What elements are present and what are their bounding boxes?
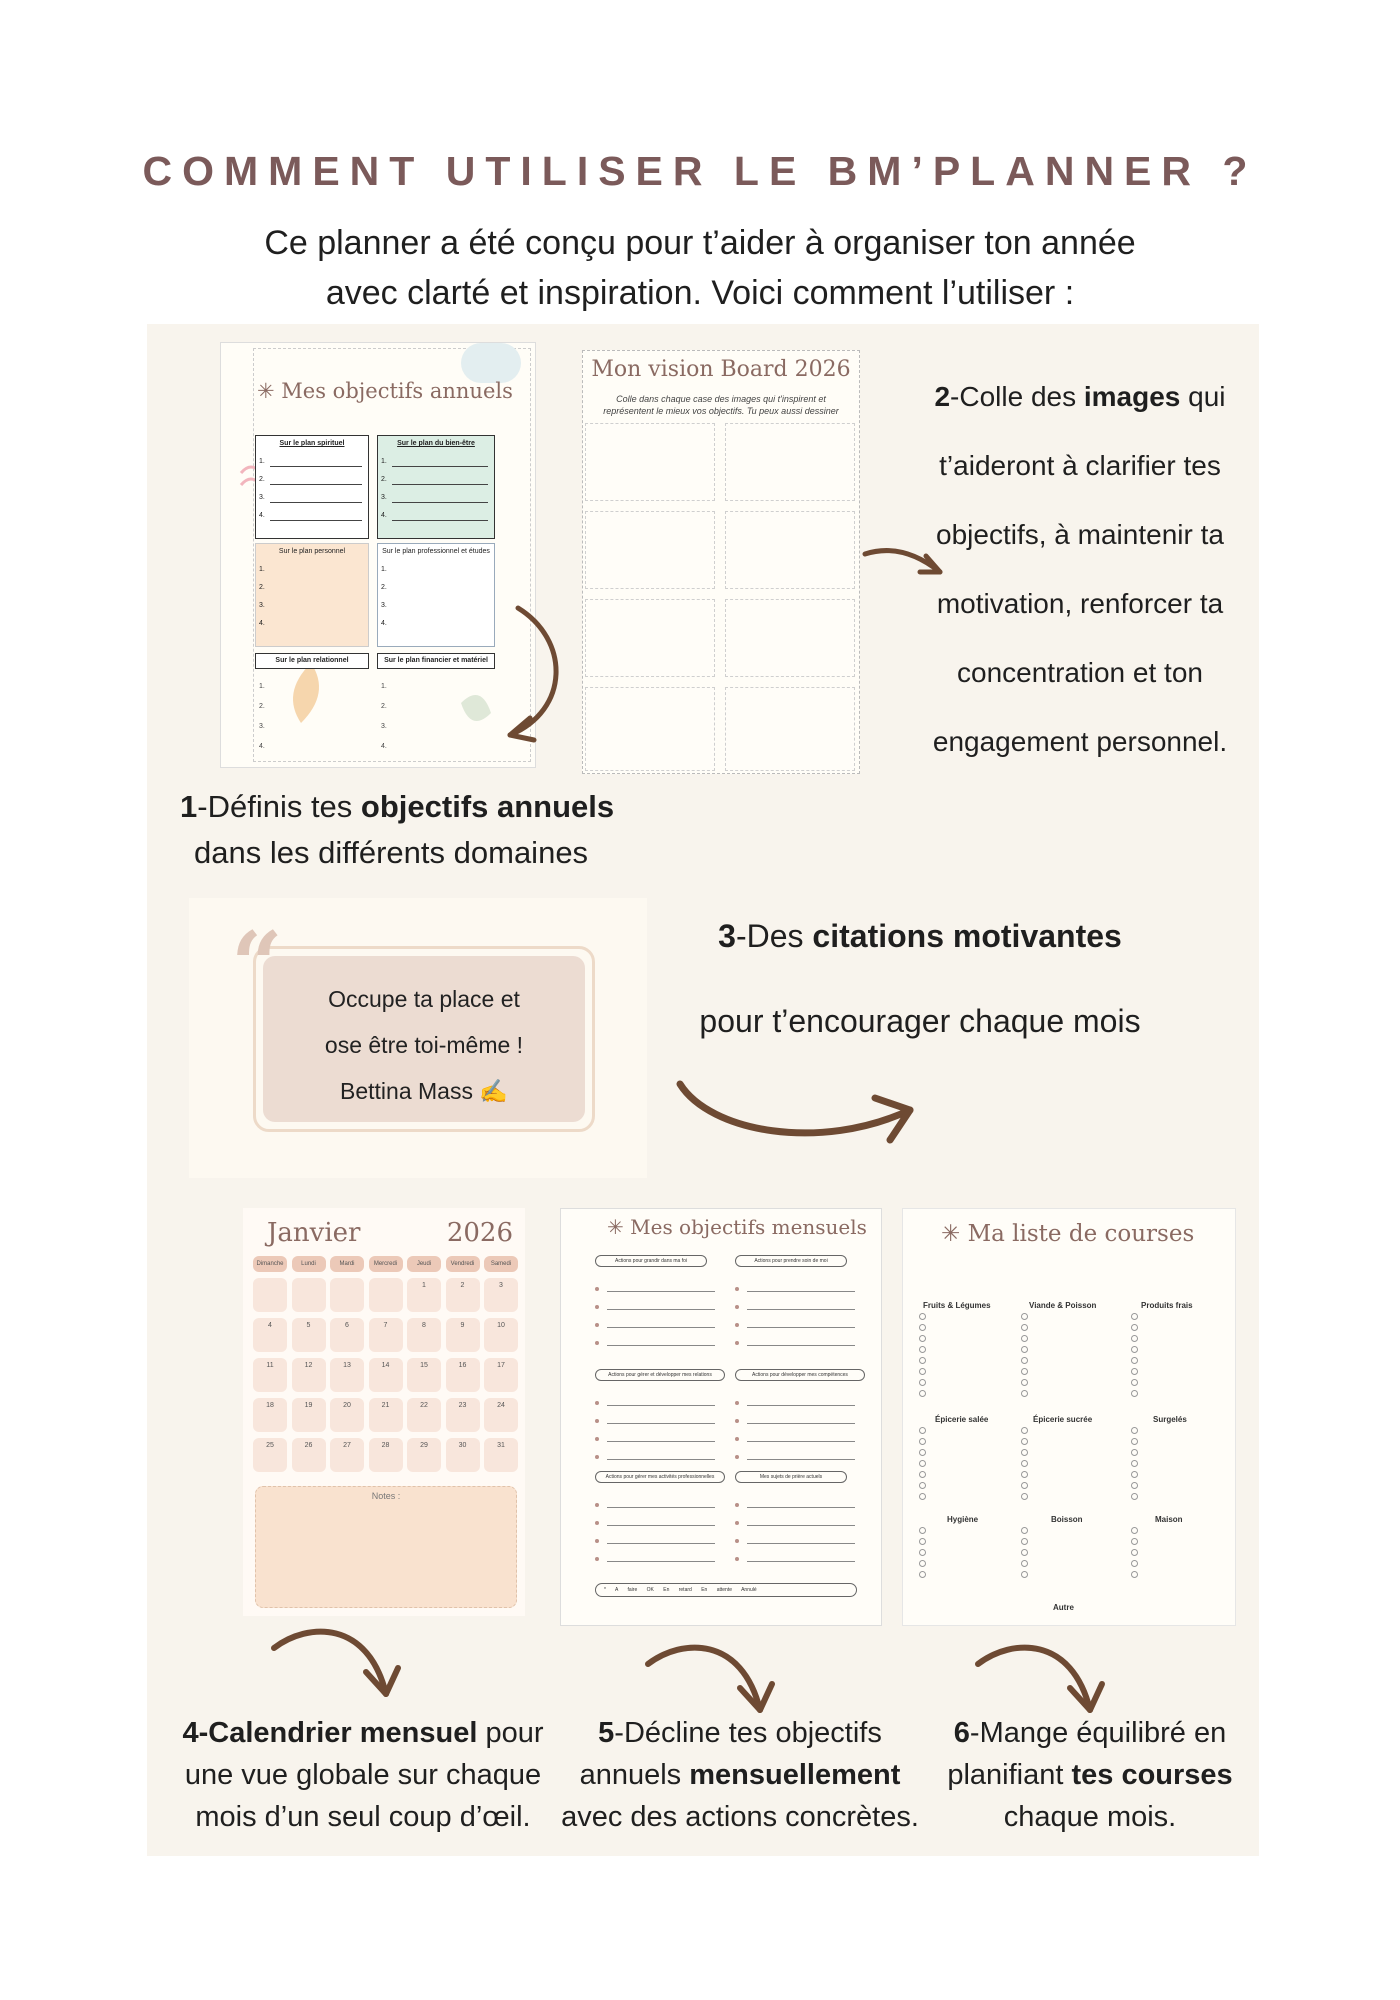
goal-bullet [595, 1287, 599, 1291]
calendar-day-cell: 17 [484, 1358, 518, 1392]
intro-text [0, 218, 1400, 318]
checkbox-circle [919, 1449, 926, 1456]
weekday-label: Mardi [330, 1256, 364, 1272]
step-1-number: 1 [180, 789, 198, 824]
num-2: 2. [259, 703, 265, 710]
goal-bullet [735, 1341, 739, 1345]
checkbox-circle [1131, 1538, 1138, 1545]
goal-line [747, 1543, 855, 1544]
checkbox-circle [1131, 1346, 1138, 1353]
num-3: 3. [259, 723, 265, 730]
goal-bullet [735, 1503, 739, 1507]
status-legend: * A faire OK En retard En attente Annulé [595, 1583, 857, 1597]
goal-pill: Actions pour développer mes compétences [735, 1369, 865, 1381]
weekday-label: Samedi [484, 1256, 518, 1272]
goal-pill: Actions pour gérer et développer mes relations [595, 1369, 725, 1381]
calendar-day-cell: 25 [253, 1438, 287, 1472]
step-5-line-1 [548, 1712, 932, 1754]
calendar-day-cell: 11 [253, 1358, 287, 1392]
checkbox-circle [1021, 1357, 1028, 1364]
curved-arrow-icon [860, 538, 950, 588]
step-3-pre: -Des [735, 918, 813, 954]
calendar-day-cell: 5 [292, 1318, 326, 1352]
checkbox-circle [1021, 1482, 1028, 1489]
checkbox-circle [1021, 1538, 1028, 1545]
num-3: 3. [381, 602, 387, 609]
num-2: 2. [259, 476, 265, 483]
goal-bullet [735, 1539, 739, 1543]
goal-line [747, 1561, 855, 1562]
goal-line [607, 1309, 715, 1310]
calendar-notes [255, 1486, 517, 1608]
step-6-line-1 [930, 1712, 1250, 1754]
goal-bullet [595, 1437, 599, 1441]
step-6-pre: -Mange équilibré en [969, 1717, 1227, 1749]
asterisk-icon: ✳ [257, 379, 275, 403]
goal-bullet [735, 1521, 739, 1525]
asterisk-icon: ✳ [607, 1215, 624, 1239]
goal-line [607, 1291, 715, 1292]
category-label: Hygiène [947, 1515, 979, 1524]
checkbox-circle [919, 1335, 926, 1342]
step-5-line-2-pre: annuels [579, 1759, 690, 1791]
step-4-number: 4 [182, 1717, 199, 1749]
calendar-day-cell: 24 [484, 1398, 518, 1432]
annual-goals-heading [257, 379, 513, 403]
category-label: Surgelés [1153, 1415, 1187, 1424]
curved-arrow-icon [268, 1614, 408, 1704]
vision-board-preview [582, 350, 860, 774]
step-1-description [180, 784, 680, 876]
step-1-bold: objectifs annuels [360, 789, 615, 824]
checkbox-circle [1131, 1438, 1138, 1445]
goal-pill: Actions pour prendre soin de moi [735, 1255, 847, 1267]
checkbox-circle [1131, 1549, 1138, 1556]
curved-arrow-icon [642, 1630, 782, 1720]
num-3: 3. [259, 494, 265, 501]
step-1-line-1 [180, 784, 680, 830]
shopping-heading [941, 1221, 1194, 1247]
checkbox-circle [1131, 1571, 1138, 1578]
checkbox-circle [1131, 1368, 1138, 1375]
step-2-line-4: motivation, renforcer ta [936, 588, 1224, 619]
calendar-day-cell: 18 [253, 1398, 287, 1432]
category-label: Épicerie sucrée [1033, 1415, 1093, 1424]
calendar-day-cell: 15 [407, 1358, 441, 1392]
goal-box-label: Sur le plan financier et matériel [384, 657, 488, 664]
goal-line [747, 1327, 855, 1328]
checkbox-circle [919, 1438, 926, 1445]
vision-cell [725, 599, 855, 677]
checkbox-circle [1021, 1390, 1028, 1397]
quote-line-1: Occupe ta place et [328, 986, 520, 1012]
goal-pill: Actions pour grandir dans ma foi [595, 1255, 707, 1267]
checkbox-circle [919, 1427, 926, 1434]
checkbox-circle [919, 1460, 926, 1467]
num-3: 3. [381, 723, 387, 730]
calendar-day-cell: 29 [407, 1438, 441, 1472]
goal-bullet [595, 1539, 599, 1543]
goal-line [607, 1345, 715, 1346]
calendar-day-cell: 19 [292, 1398, 326, 1432]
intro-line-1: Ce planner a été conçu pour t’aider à organiser ton année [264, 224, 1136, 262]
goal-line [607, 1525, 715, 1526]
goal-box-label: Sur le plan relationnel [275, 657, 349, 664]
goal-bullet [595, 1341, 599, 1345]
weekday-label: Lundi [292, 1256, 326, 1272]
quote-mark-icon: “ [231, 912, 283, 1018]
step-1-line-2: dans les différents domaines [194, 835, 589, 870]
category-label: Produits frais [1141, 1301, 1193, 1310]
checkbox-circle [1131, 1471, 1138, 1478]
checkbox-circle [1021, 1493, 1028, 1500]
num-4: 4. [381, 512, 387, 519]
monthly-calendar-preview [243, 1208, 525, 1616]
checkbox-circle [1021, 1335, 1028, 1342]
calendar-day-cell: 9 [446, 1318, 480, 1352]
checkbox-circle [1131, 1390, 1138, 1397]
calendar-day-cell: 7 [369, 1318, 403, 1352]
num-4: 4. [381, 743, 387, 750]
num-4: 4. [381, 620, 387, 627]
goal-bullet [735, 1455, 739, 1459]
weekday-label: Vendredi [446, 1256, 480, 1272]
calendar-day-cell: 31 [484, 1438, 518, 1472]
quote-author-row [263, 1078, 585, 1105]
checkbox-circle [1021, 1527, 1028, 1534]
goal-box-relational [255, 653, 369, 669]
checkbox-circle [1021, 1368, 1028, 1375]
checkbox-circle [1021, 1449, 1028, 1456]
calendar-day-cell: 16 [446, 1358, 480, 1392]
category-label: Fruits & Légumes [923, 1301, 991, 1310]
weekday-label: Mercredi [369, 1256, 403, 1272]
step-4-line-1 [168, 1712, 558, 1754]
checkbox-circle [1131, 1357, 1138, 1364]
annual-goals-preview [220, 342, 536, 768]
step-2-line-2: t’aideront à clarifier tes [939, 450, 1221, 481]
checkbox-circle [919, 1390, 926, 1397]
vision-cell [585, 687, 715, 771]
num-1: 1. [259, 683, 265, 690]
checkbox-circle [1131, 1379, 1138, 1386]
calendar-day-cell [369, 1278, 403, 1312]
intro-line-2: avec clarté et inspiration. Voici comment l’utiliser : [325, 274, 1075, 312]
vision-cell [585, 423, 715, 501]
goal-line [747, 1507, 855, 1508]
step-5-number: 5 [598, 1717, 615, 1749]
curved-arrow-icon [670, 1072, 930, 1152]
annual-goals-title: Mes objectifs annuels [281, 379, 513, 403]
goal-bullet [595, 1557, 599, 1561]
step-2-bold: images [1083, 381, 1181, 412]
step-5-line-2-bold: mensuellement [689, 1759, 901, 1791]
goal-bullet [595, 1401, 599, 1405]
num-2: 2. [381, 584, 387, 591]
checkbox-circle [1021, 1324, 1028, 1331]
step-5-line-2 [548, 1754, 932, 1796]
calendar-day-cell: 27 [330, 1438, 364, 1472]
num-4: 4. [259, 743, 265, 750]
checkbox-circle [919, 1482, 926, 1489]
goal-line [607, 1507, 715, 1508]
step-4-post: pour [477, 1717, 544, 1749]
step-2-line-6: engagement personnel. [932, 726, 1228, 757]
checkbox-circle [1021, 1438, 1028, 1445]
curved-arrow-icon [500, 600, 580, 750]
checkbox-circle [919, 1527, 926, 1534]
calendar-day-cell [253, 1278, 287, 1312]
step-2-description [915, 362, 1245, 776]
checkbox-circle [1021, 1471, 1028, 1478]
step-4-line-2: une vue globale sur chaque [184, 1759, 542, 1791]
vision-cell [585, 599, 715, 677]
calendar-day-cell: 12 [292, 1358, 326, 1392]
step-4-line-3: mois d’un seul coup d’œil. [195, 1801, 531, 1833]
num-3: 3. [381, 494, 387, 501]
calendar-month: Janvier [267, 1218, 361, 1248]
notes-label: Notes : [371, 1491, 401, 1501]
goal-pill: Actions pour gérer mes activités professionnelles [595, 1471, 725, 1483]
num-1: 1. [381, 683, 387, 690]
checkbox-circle [1021, 1427, 1028, 1434]
goal-line [747, 1423, 855, 1424]
page-title: COMMENT UTILISER LE BM’PLANNER ? [142, 148, 1258, 194]
checkbox-circle [1131, 1482, 1138, 1489]
writing-hand-icon: ✍ [479, 1078, 508, 1104]
vision-board-subtitle: Colle dans chaque case des images qui t'inspirent et représentent le mieux vos objectifs. Tu peux aussi dessiner [603, 394, 839, 416]
calendar-day-cell: 4 [253, 1318, 287, 1352]
goal-line [607, 1405, 715, 1406]
calendar-day-cell: 23 [446, 1398, 480, 1432]
checkbox-circle [1131, 1460, 1138, 1467]
checkbox-circle [1131, 1313, 1138, 1320]
checkbox-circle [919, 1538, 926, 1545]
goal-bullet [735, 1305, 739, 1309]
step-6-line-2-bold: tes courses [1071, 1759, 1233, 1791]
step-2-line-5: concentration et ton [957, 657, 1203, 688]
calendar-day-cell: 22 [407, 1398, 441, 1432]
checkbox-circle [1021, 1549, 1028, 1556]
calendar-day-cell [330, 1278, 364, 1312]
monthly-goals-heading [607, 1215, 867, 1239]
num-1: 1. [259, 566, 265, 573]
goal-line [607, 1561, 715, 1562]
goal-line [607, 1543, 715, 1544]
step-6-description [930, 1712, 1250, 1838]
checkbox-circle [919, 1313, 926, 1320]
step-3-line-1 [680, 918, 1160, 955]
goal-bullet [595, 1521, 599, 1525]
checkbox-circle [1131, 1493, 1138, 1500]
calendar-day-cell: 10 [484, 1318, 518, 1352]
num-3: 3. [259, 602, 265, 609]
checkbox-circle [919, 1471, 926, 1478]
calendar-day-cell: 26 [292, 1438, 326, 1472]
weekday-label: Dimanche [253, 1256, 287, 1272]
calendar-year: 2026 [446, 1218, 513, 1248]
weekday-label: Jeudi [407, 1256, 441, 1272]
num-1: 1. [381, 566, 387, 573]
quote-line-2: ose être toi-même ! [324, 1032, 524, 1058]
goal-bullet [595, 1455, 599, 1459]
step-2-post: qui [1180, 381, 1226, 412]
step-6-line-3: chaque mois. [1003, 1801, 1177, 1833]
checkbox-circle [1021, 1560, 1028, 1567]
checkbox-circle [919, 1324, 926, 1331]
category-label: Boisson [1051, 1515, 1083, 1524]
goal-box-label: Sur le plan spirituel [279, 440, 345, 447]
goal-bullet [735, 1437, 739, 1441]
step-5-description [548, 1712, 932, 1838]
goal-bullet [595, 1323, 599, 1327]
calendar-day-cell: 3 [484, 1278, 518, 1312]
asterisk-icon: ✳ [941, 1221, 961, 1247]
goal-line [747, 1441, 855, 1442]
num-4: 4. [259, 512, 265, 519]
calendar-day-cell: 2 [446, 1278, 480, 1312]
checkbox-circle [919, 1379, 926, 1386]
monthly-goals-title: Mes objectifs mensuels [630, 1215, 867, 1239]
num-2: 2. [381, 476, 387, 483]
goal-box-label: Sur le plan personnel [278, 548, 346, 555]
step-2-line-1 [915, 362, 1245, 431]
checkbox-circle [1131, 1427, 1138, 1434]
category-label: Épicerie salée [935, 1415, 989, 1424]
quote-preview [189, 898, 647, 1178]
goal-line [747, 1345, 855, 1346]
goal-pill: Mes sujets de prière actuels [735, 1471, 847, 1483]
goal-line [747, 1291, 855, 1292]
step-2-number: 2 [934, 381, 951, 412]
num-2: 2. [381, 703, 387, 710]
goal-line [747, 1525, 855, 1526]
num-4: 4. [259, 620, 265, 627]
step-3-bold: citations motivantes [812, 918, 1122, 954]
goal-box-financial [377, 653, 495, 669]
num-2: 2. [259, 584, 265, 591]
num-1: 1. [259, 458, 265, 465]
step-6-line-2 [930, 1754, 1250, 1796]
goal-line [607, 1459, 715, 1460]
step-5-pre: -Décline tes objectifs [614, 1717, 882, 1749]
goal-bullet [595, 1503, 599, 1507]
checkbox-circle [919, 1346, 926, 1353]
step-4-description [168, 1712, 558, 1838]
vision-cell [725, 687, 855, 771]
category-label: Maison [1155, 1515, 1183, 1524]
quote-author: Bettina Mass [340, 1078, 473, 1104]
goal-line [607, 1327, 715, 1328]
goal-box-wellbeing [377, 435, 495, 539]
goal-bullet [595, 1305, 599, 1309]
step-5-line-3: avec des actions concrètes. [561, 1801, 919, 1833]
calendar-day-cell: 1 [407, 1278, 441, 1312]
checkbox-circle [919, 1549, 926, 1556]
checkbox-circle [1021, 1571, 1028, 1578]
goal-box-spiritual [255, 435, 369, 539]
goal-line [607, 1423, 715, 1424]
checkbox-circle [919, 1493, 926, 1500]
calendar-day-cell: 6 [330, 1318, 364, 1352]
calendar-day-cell: 20 [330, 1398, 364, 1432]
checkbox-circle [1131, 1335, 1138, 1342]
goal-box-label: Sur le plan du bien-être [397, 440, 475, 447]
checkbox-circle [1131, 1527, 1138, 1534]
goal-line [747, 1459, 855, 1460]
goal-box-professional [377, 543, 495, 647]
goal-bullet [735, 1401, 739, 1405]
checkbox-circle [919, 1368, 926, 1375]
goal-line [747, 1405, 855, 1406]
step-4-bold: -Calendrier mensuel [198, 1717, 478, 1749]
checkbox-circle [1131, 1449, 1138, 1456]
goal-bullet [735, 1419, 739, 1423]
goal-box-personal [255, 543, 369, 647]
goal-bullet [735, 1557, 739, 1561]
step-2-pre: -Colle des [950, 381, 1084, 412]
checkbox-circle [1021, 1346, 1028, 1353]
goal-bullet [735, 1323, 739, 1327]
step-2-line-3: objectifs, à maintenir ta [936, 519, 1224, 550]
vision-board-heading: Mon vision Board 2026 [591, 357, 851, 382]
goal-bullet [735, 1287, 739, 1291]
checkbox-circle [1021, 1379, 1028, 1386]
checkbox-circle [1021, 1313, 1028, 1320]
goal-line [747, 1309, 855, 1310]
step-6-number: 6 [953, 1717, 970, 1749]
vision-cell [725, 423, 855, 501]
shopping-title: Ma liste de courses [967, 1221, 1195, 1247]
checkbox-circle [1131, 1560, 1138, 1567]
calendar-day-cell: 8 [407, 1318, 441, 1352]
calendar-day-cell [292, 1278, 326, 1312]
vision-cell [725, 511, 855, 589]
calendar-day-cell: 30 [446, 1438, 480, 1472]
checkbox-circle [919, 1560, 926, 1567]
calendar-day-cell: 28 [369, 1438, 403, 1472]
calendar-day-cell: 13 [330, 1358, 364, 1392]
calendar-day-cell: 14 [369, 1358, 403, 1392]
step-1-pre: -Définis tes [197, 789, 361, 824]
monthly-goals-preview [560, 1208, 882, 1626]
vision-cell [585, 511, 715, 589]
shopping-list-preview [902, 1208, 1236, 1626]
category-label: Autre [1053, 1603, 1074, 1612]
goal-bullet [595, 1419, 599, 1423]
goal-box-label: Sur le plan professionnel et études [382, 548, 490, 555]
calendar-day-cell: 21 [369, 1398, 403, 1432]
checkbox-circle [919, 1571, 926, 1578]
step-3-number: 3 [718, 918, 736, 954]
checkbox-circle [1131, 1324, 1138, 1331]
category-label: Viande & Poisson [1029, 1301, 1097, 1310]
checkbox-circle [919, 1357, 926, 1364]
curved-arrow-icon [972, 1630, 1112, 1720]
step-6-line-2-pre: planifiant [947, 1759, 1072, 1791]
step-3-line-2: pour t’encourager chaque mois [699, 1003, 1141, 1039]
checkbox-circle [1021, 1460, 1028, 1467]
goal-line [607, 1441, 715, 1442]
num-1: 1. [381, 458, 387, 465]
